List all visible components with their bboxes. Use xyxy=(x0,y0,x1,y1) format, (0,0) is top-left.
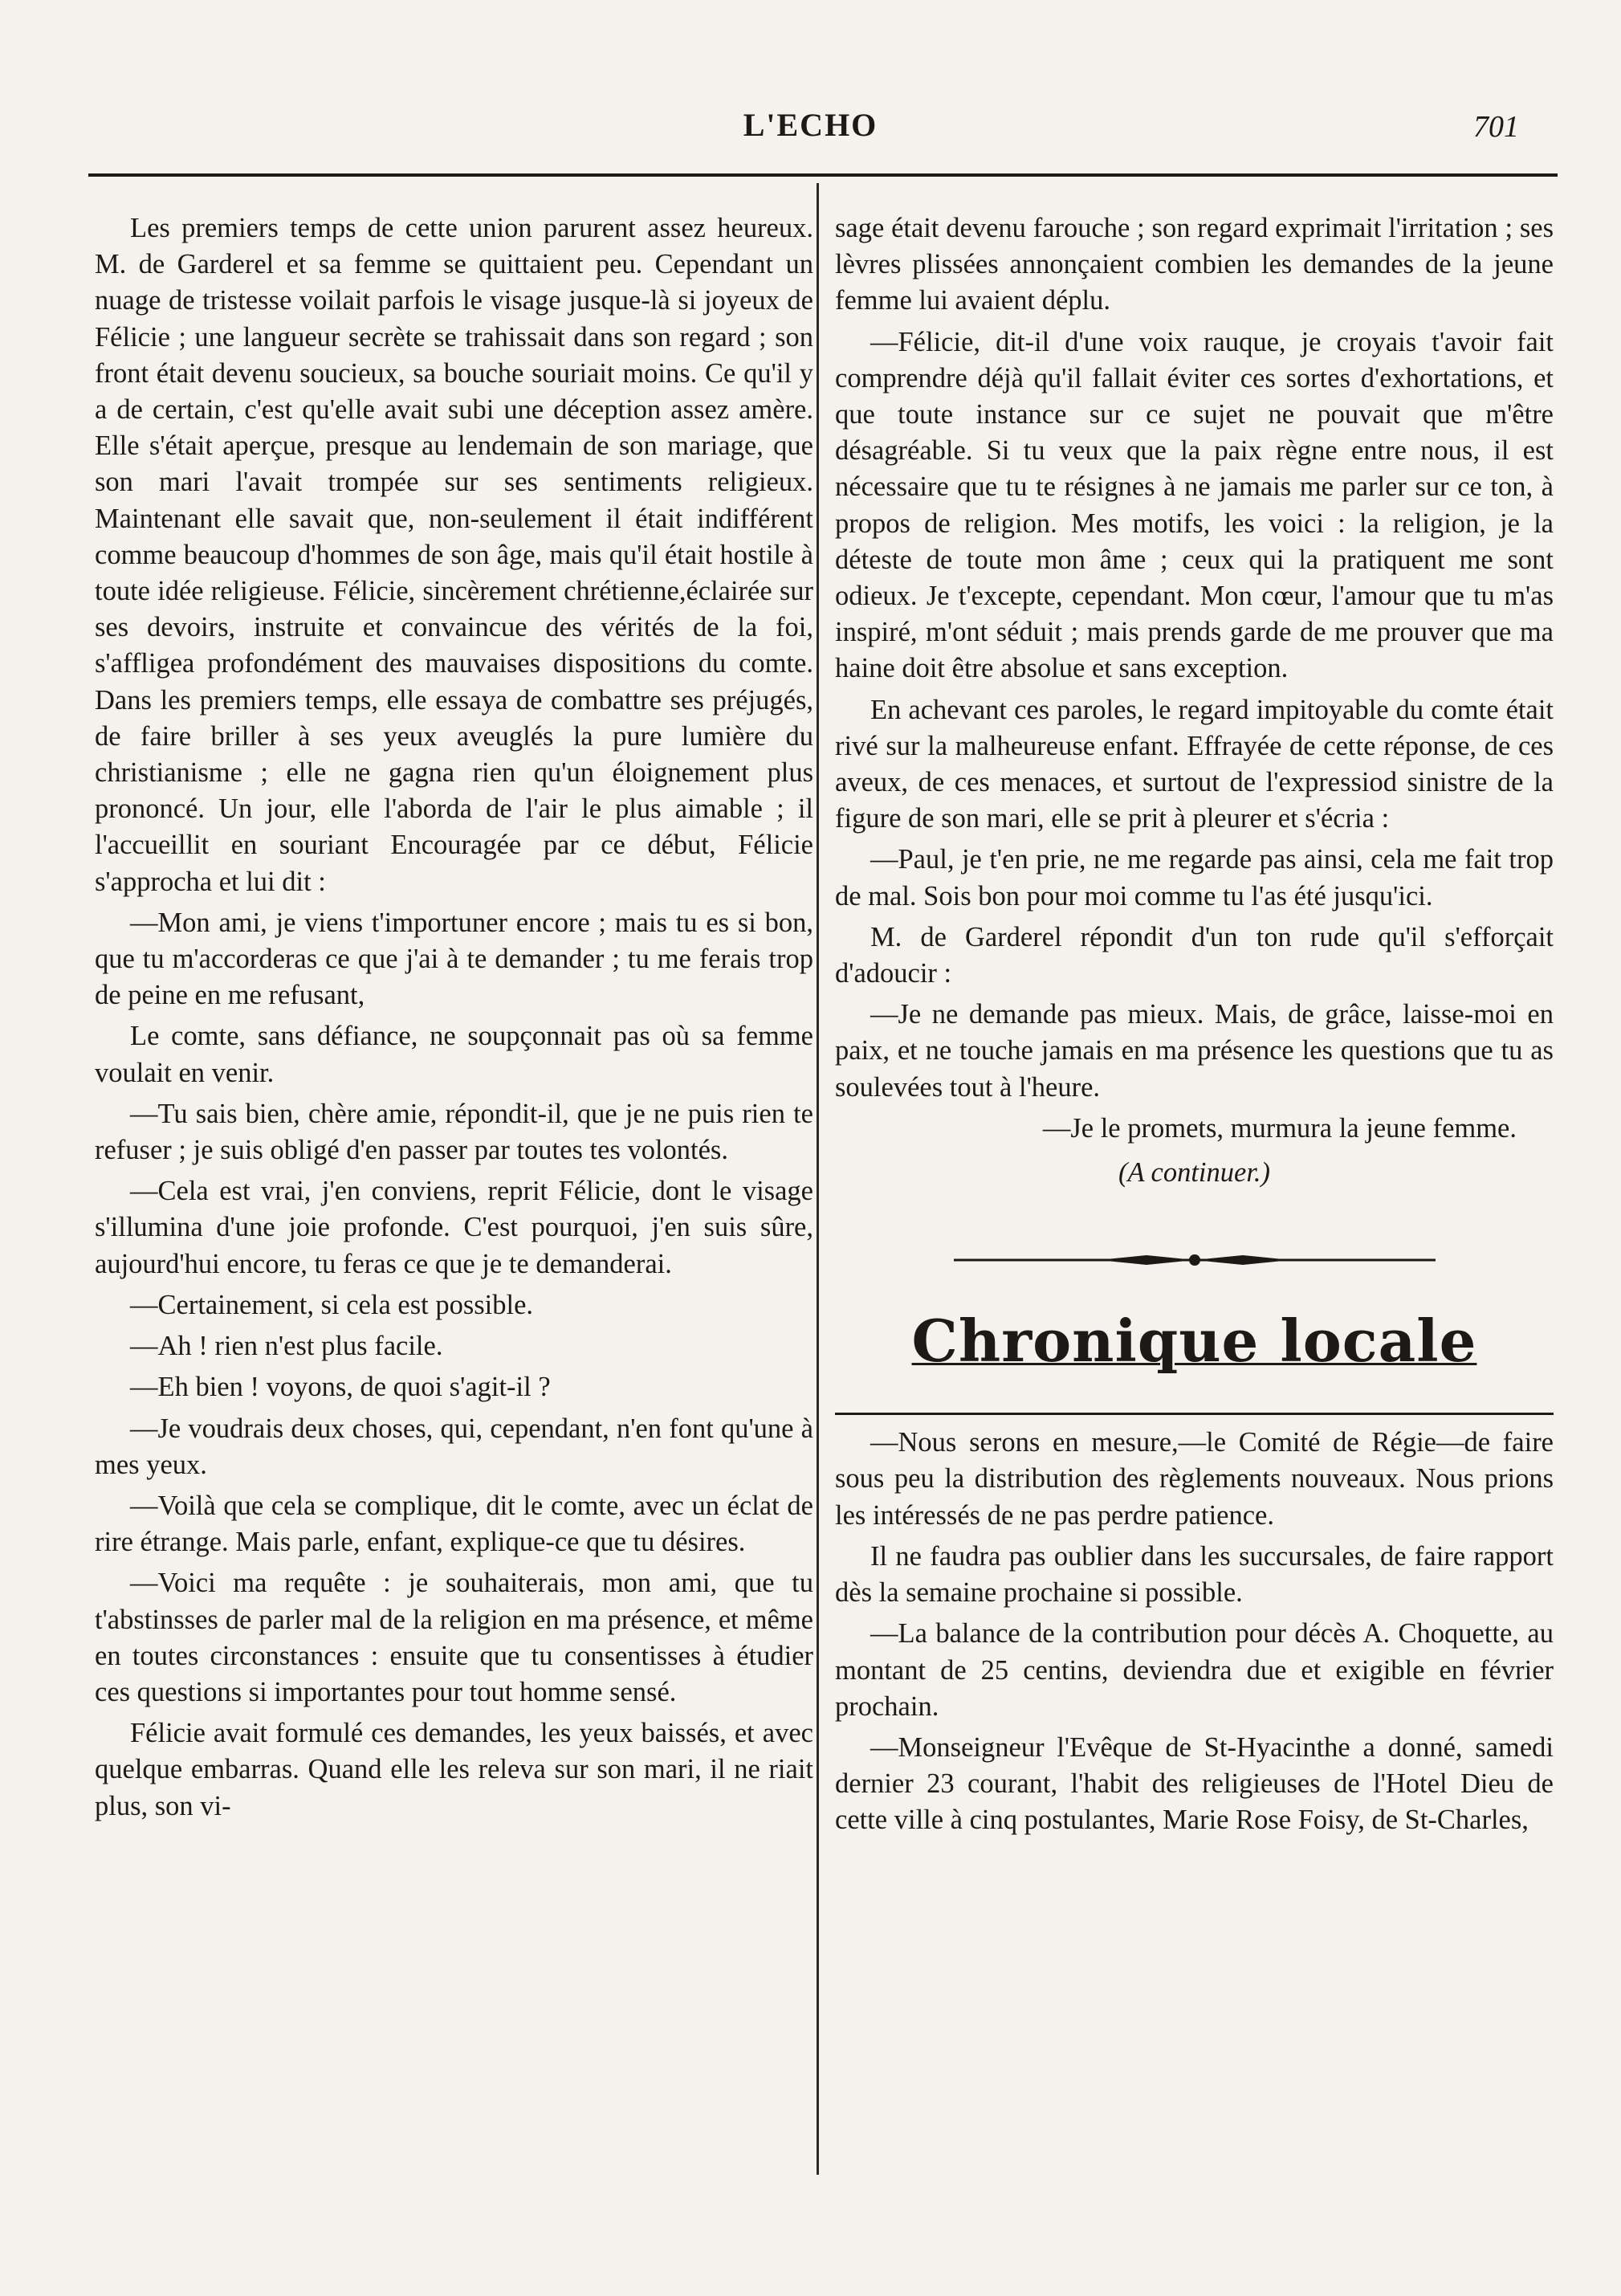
paragraph: —Monseigneur l'Evêque de St-Hyacinthe a donné, samedi dernier 23 courant, l'habit des religieuses de l'Hotel Dieu de cette ville à cinq postulantes, Marie Rose Foisy, de St-Charles, xyxy=(835,1731,1554,1836)
paragraph: Il ne faudra pas oublier dans les succursales, de faire rapport dès la semaine prochaine si possible. xyxy=(835,1540,1554,1609)
paragraph: En achevant ces paroles, le regard impitoyable du comte était rivé sur la malheureuse enfant. Effrayée de cette réponse, de ces aveux, de ces menaces, et surtout de l'expressiod sinistre de la figure de son mari, elle se prit à pleurer et s'écria : xyxy=(835,694,1554,834)
paragraph: Les premiers temps de cette union parurent assez heureux. M. de Garderel et sa femme se quittaient peu. Cependant un nuage de tristesse voilait parfois le visage jusque-là si joyeux de Félicie ; une langueur secrète se trahissait dans son regard ; son front était devenu soucieux, sa bouche souriait moins. Ce qu'il y a de certain, c'est qu'elle avait subi une déception assez amère. Elle s'était aperçue, presque au lendemain de son mariage, que son mari l'avait trompée sur ses sentiments religieux. Maintenant elle savait que, non-seulement il était indifférent comme beaucoup d'hommes de son âge, mais qu'il était hostile à toute idée religieuse. Félicie, sincèrement chrétienne,éclairée sur ses devoirs, instruite et convaincue des vérités de la foi, s'affligea profondément des mauvaises dispositions du comte. Dans les premiers temps, elle essaya de combattre ses préjugés, de faire briller à ses yeux aveuglés la pure lumière du christianisme ; elle ne gagna rien qu'un éloignement plus prononcé. Un jour, elle l'aborda de l'air le plus aimable ; il l'accueillit en souriant Encouragée par ce début, Félicie s'approcha et lui dit : xyxy=(95,213,813,897)
paragraph: —Tu sais bien, chère amie, répondit-il, que je ne puis rien te refuser ; je suis obligé d'en passer par toutes tes volontés. xyxy=(95,1098,813,1166)
header-rule xyxy=(88,173,1558,177)
paragraph: —Voilà que cela se complique, dit le comte, avec un éclat de rire étrange. Mais parle, enfant, explique-ce que tu désires. xyxy=(95,1490,813,1558)
paragraph: —Mon ami, je viens t'importuner encore ; mais tu es si bon, que tu m'accorderas ce que j'ai à te demander ; tu me ferais trop de peine en me refusant, xyxy=(95,907,813,1011)
page-header-title: L'ECHO xyxy=(743,107,878,143)
to-be-continued-note: (A continuer.) xyxy=(1118,1157,1271,1189)
paragraph: —Je voudrais deux choses, qui, cependant, n'en font qu'une à mes yeux. xyxy=(95,1413,813,1480)
continued-paragraph: sage était devenu farouche ; son regard exprimait l'irritation ; ses lèvres plissées annonçaient combien les demandes de la jeune femme lui avaient déplu. xyxy=(835,213,1554,316)
paragraph: —Certainement, si cela est possible. xyxy=(130,1289,534,1320)
paragraph: Félicie avait formulé ces demandes, les yeux baissés, et avec quelque embarras. Quand elle les releva sur son mari, il ne riait plus, son vi- xyxy=(95,1718,813,1821)
section-title: Chronique locale xyxy=(911,1307,1477,1376)
paragraph: —Félicie, dit-il d'une voix rauque, je croyais t'avoir fait comprendre déjà qu'il fallait éviter ces sortes d'exhortations, et que toute instance sur ce sujet ne pouvait que m'être désagréable. Si tu veux que la paix règne entre nous, il est nécessaire que tu te résignes à ne jamais me parler sur ce ton, à propos de religion. Mes motifs, les voici : la religion, je la déteste de toute mon âme ; ceux qui la pratiquent me sont odieux. Je t'excepte, cependant. Mon cœur, l'amour que tu m'as inspiré, m'ont séduit ; mais prends garde de me prouver que ma haine doit être absolue et sans exception. xyxy=(835,326,1554,684)
paragraph: —Eh bien ! voyons, de quoi s'agit-il ? xyxy=(130,1372,551,1403)
ornamental-rule-icon xyxy=(954,1250,1436,1270)
section-rule xyxy=(835,1413,1554,1415)
paragraph: —Ah ! rien n'est plus facile. xyxy=(130,1331,443,1362)
paragraph: —Voici ma requête : je souhaiterais, mon ami, que tu t'abstinsses de parler mal de la religion en ma présence, et même en toutes circonstances : ensuite que tu consentisses à étudier ces questions si importantes pour tout homme sensé. xyxy=(95,1568,813,1707)
right-column xyxy=(835,210,1554,1839)
paragraph: —Paul, je t'en prie, ne me regarde pas ainsi, cela me fait trop de mal. Sois bon pour moi comme tu l'as été jusqu'ici. xyxy=(835,844,1554,911)
left-column xyxy=(95,210,813,1825)
paragraph: —Nous serons en mesure,—le Comité de Régie—de faire sous peu la distribution des règlements nouveaux. Nous prions les intéressés de ne pas perdre patience. xyxy=(835,1427,1554,1531)
paragraph: —Je le promets, murmura la jeune femme. xyxy=(1042,1112,1517,1144)
page-number: 701 xyxy=(1473,110,1519,144)
paragraph: Le comte, sans défiance, ne soupçonnait pas où sa femme voulait en venir. xyxy=(95,1021,813,1088)
section-body xyxy=(835,1425,1554,1838)
paragraph: —La balance de la contribution pour décès A. Choquette, au montant de 25 centins, deviendra due et exigible en février prochain. xyxy=(835,1618,1554,1722)
paragraph: —Je ne demande pas mieux. Mais, de grâce, laisse-moi en paix, et ne touche jamais en ma présence les questions que tu as soulevées tout à l'heure. xyxy=(835,999,1554,1103)
paragraph: M. de Garderel répondit d'un ton rude qu'il s'efforçait d'adoucir : xyxy=(835,921,1554,989)
column-divider xyxy=(817,183,819,2175)
paragraph: —Cela est vrai, j'en conviens, reprit Félicie, dont le visage s'illumina d'une joie profonde. C'est pourquoi, j'en suis sûre, aujourd'hui encore, tu feras ce que je te demanderai. xyxy=(95,1176,813,1279)
